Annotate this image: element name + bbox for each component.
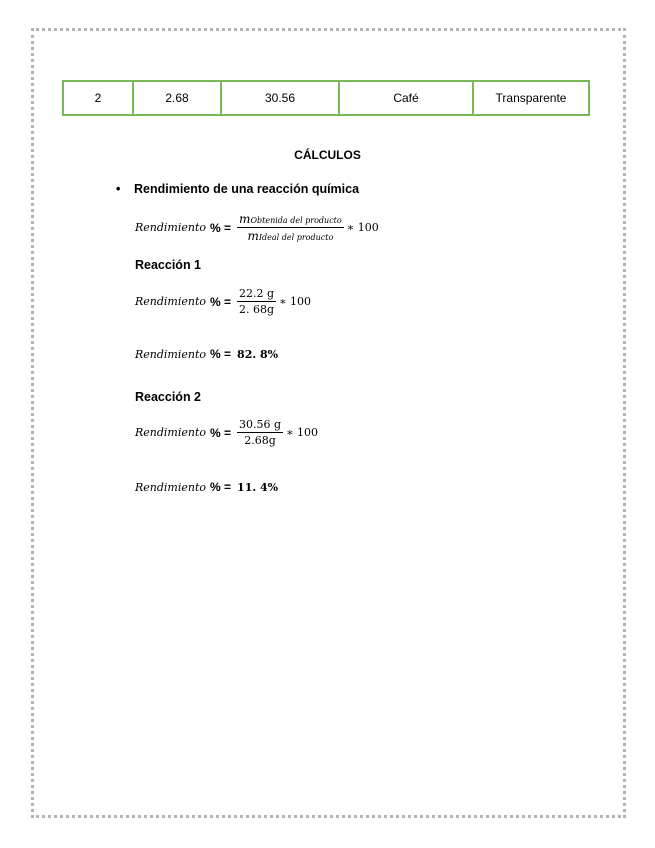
denominator-sub: Ideal del producto — [258, 233, 334, 242]
section-heading: CÁLCULOS — [294, 148, 361, 162]
formula-lhs: Rendimiento — [135, 295, 207, 308]
reaccion-2-title: Reacción 2 — [135, 390, 202, 404]
result-value: 82. 8% — [237, 347, 279, 361]
data-table — [62, 80, 590, 116]
reaccion-1-formula — [135, 287, 311, 316]
fraction-denominator: 2.68g — [244, 434, 276, 447]
table-cell: Transparente — [473, 81, 589, 115]
table-row — [63, 81, 589, 115]
formula-pct: % = — [210, 220, 232, 235]
fraction-numerator — [237, 212, 344, 228]
result-value: 11. 4% — [237, 480, 279, 494]
formula-tail: ∗ 100 — [279, 295, 312, 308]
reaccion-1-result — [135, 347, 278, 361]
formula-fraction — [237, 287, 276, 316]
reaccion-2-result — [135, 480, 278, 494]
table-cell: 2.68 — [133, 81, 221, 115]
reaccion-2-formula — [135, 418, 318, 447]
formula-lhs: Rendimiento — [135, 426, 207, 439]
table-cell: 30.56 — [221, 81, 339, 115]
formula-tail: ∗ 100 — [346, 221, 379, 234]
bullet-dot: • — [116, 182, 121, 196]
table-cell: Café — [339, 81, 473, 115]
table-cell: 2 — [63, 81, 133, 115]
formula-fraction — [237, 418, 283, 447]
result-pct: % = — [210, 480, 232, 494]
formula-fraction — [237, 212, 344, 243]
denominator-var: m — [247, 229, 259, 243]
numerator-var: m — [239, 212, 251, 226]
fraction-denominator: 2. 68g — [239, 303, 275, 316]
fraction-numerator: 30.56 g — [239, 418, 282, 431]
result-lhs: Rendimiento — [135, 480, 207, 494]
numerator-sub: Obtenida del producto — [250, 216, 342, 225]
general-formula — [135, 212, 379, 243]
formula-pct: % = — [210, 425, 232, 440]
reaccion-1-title: Reacción 1 — [135, 258, 202, 272]
bullet-text: Rendimiento de una reacción química — [134, 182, 360, 196]
bullet-item — [116, 182, 359, 196]
fraction-numerator: 22.2 g — [239, 287, 275, 300]
page-border — [31, 28, 626, 818]
result-lhs: Rendimiento — [135, 347, 207, 361]
fraction-denominator — [245, 228, 335, 243]
formula-pct: % = — [210, 294, 232, 309]
result-pct: % = — [210, 347, 232, 361]
formula-lhs: Rendimiento — [135, 221, 207, 234]
formula-tail: ∗ 100 — [286, 426, 319, 439]
